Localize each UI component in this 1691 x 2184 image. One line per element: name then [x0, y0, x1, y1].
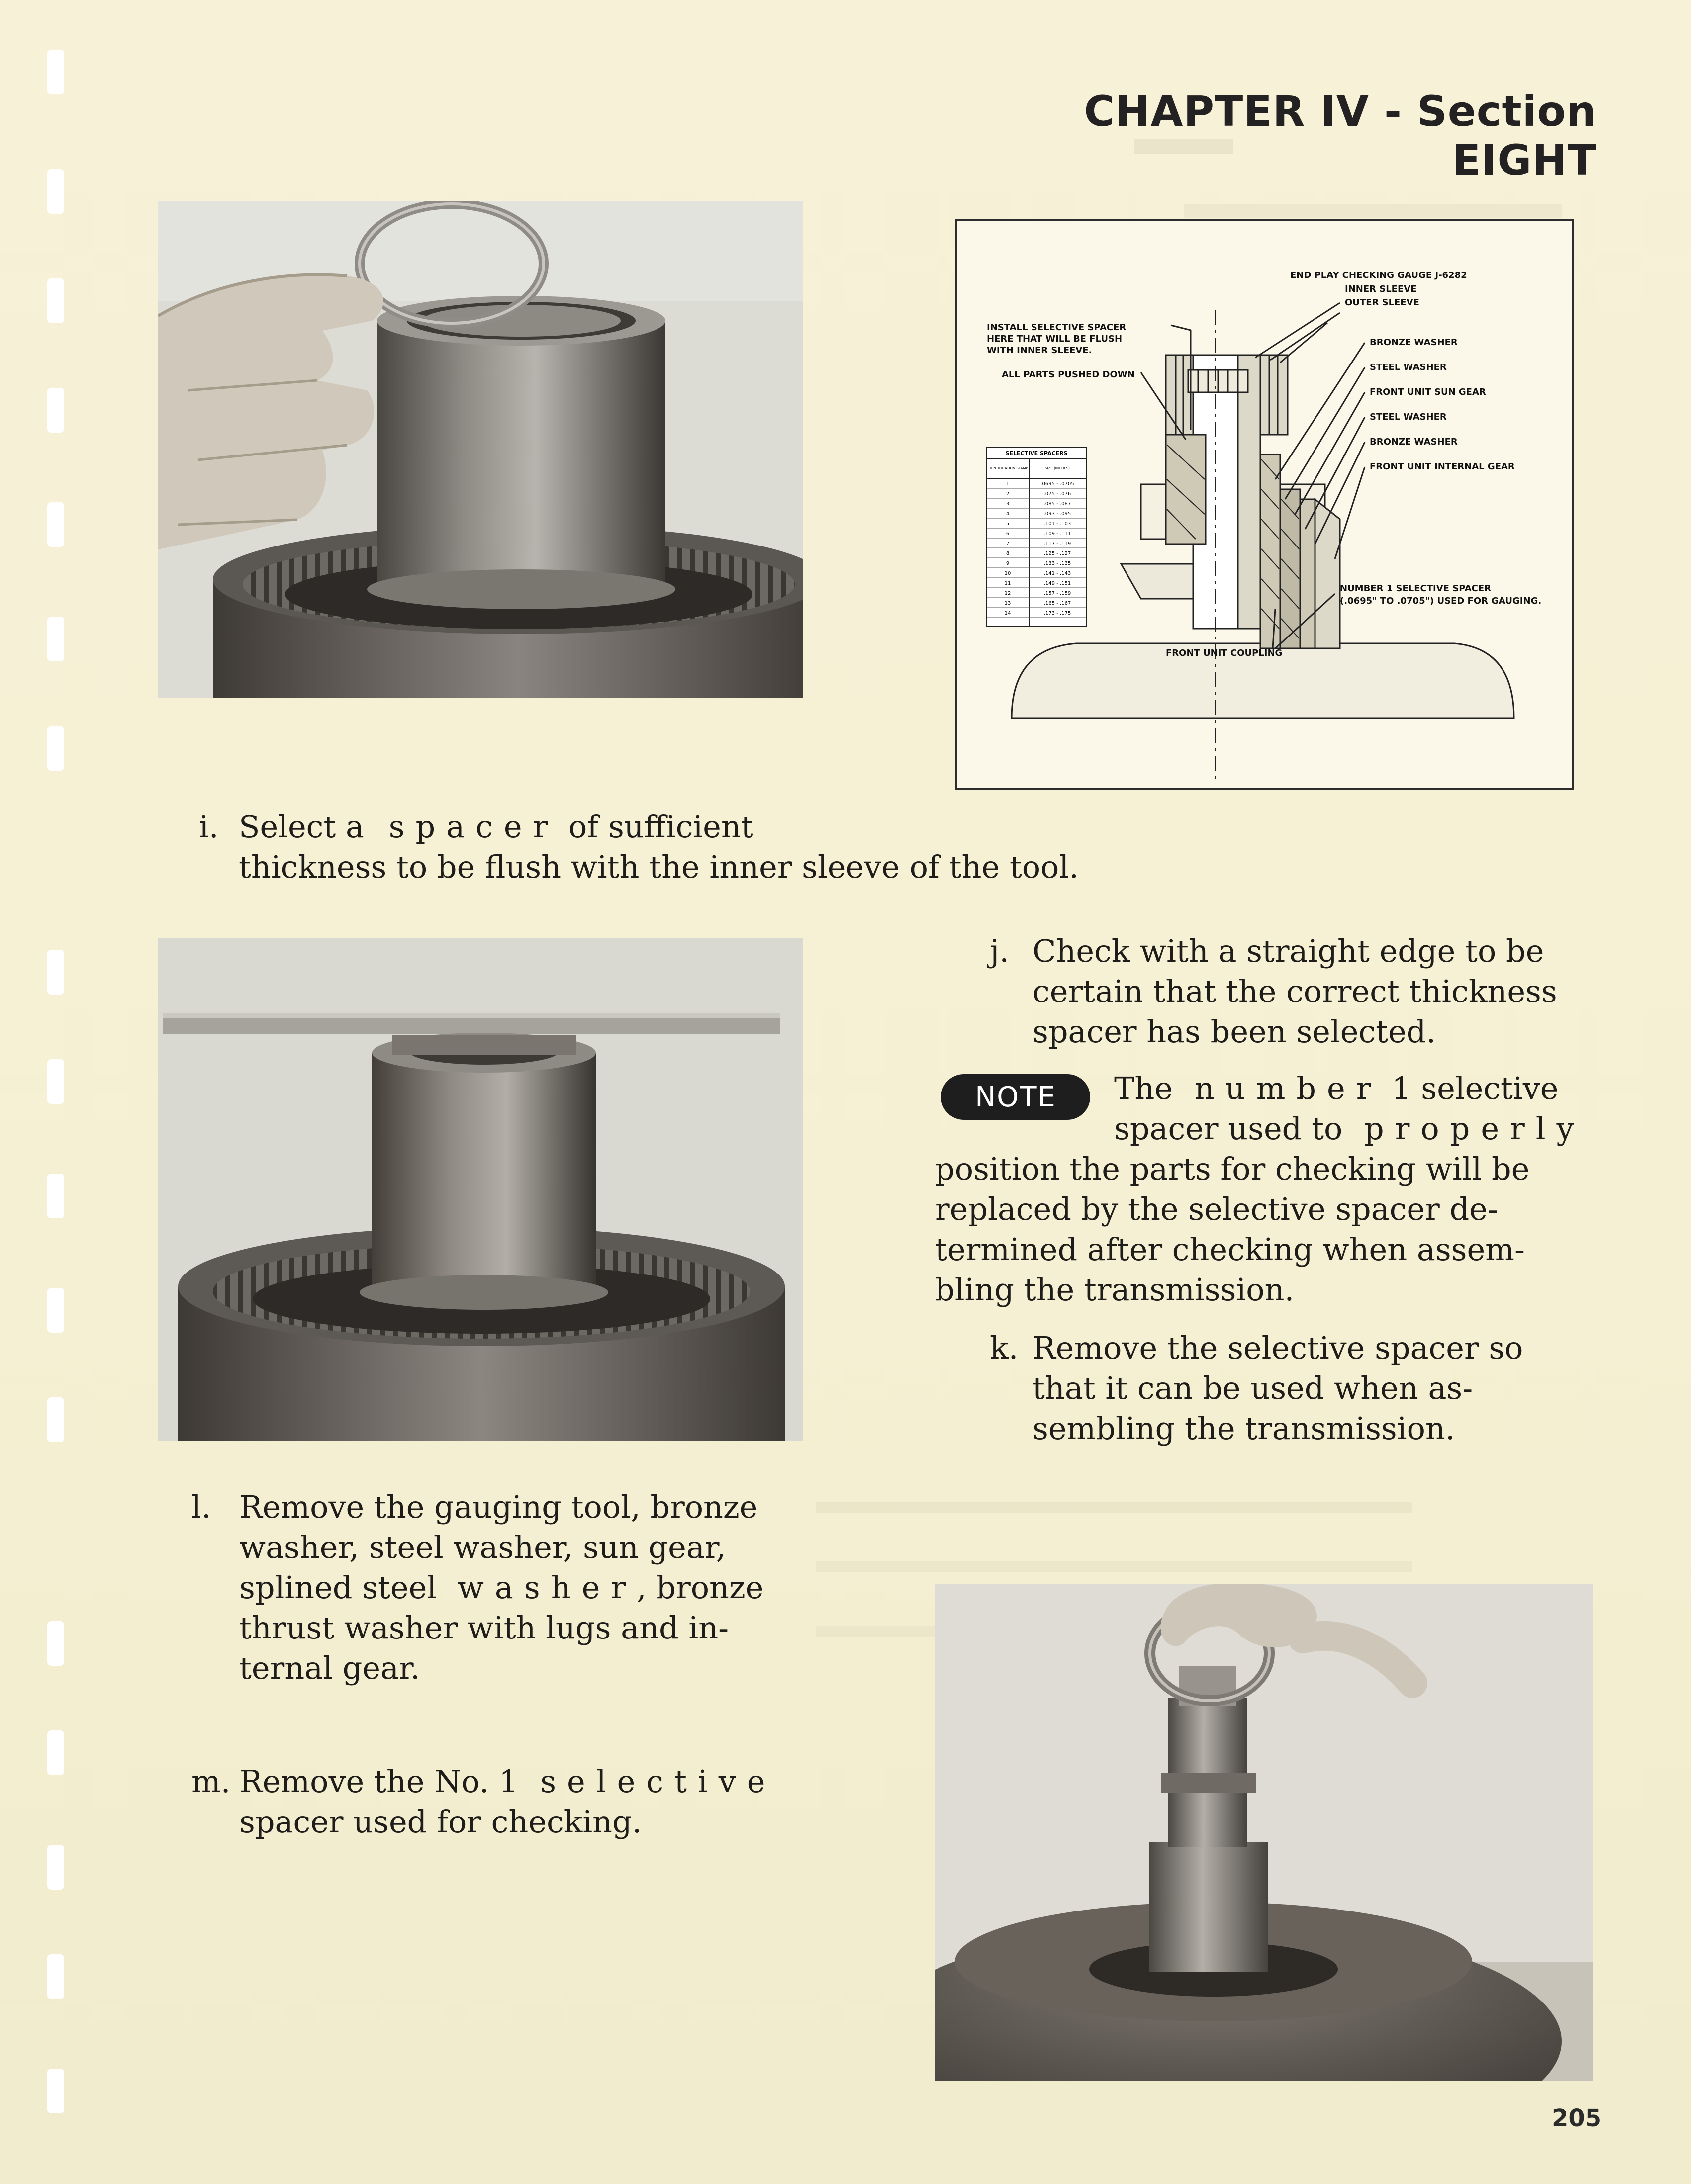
spacer-table-stamp: 12 — [1004, 591, 1011, 596]
note-text — [935, 1068, 1592, 1317]
step-l-line3 — [239, 1567, 763, 1608]
spacer-table-size: .173 - .175 — [1043, 611, 1071, 616]
punch-hole — [47, 169, 64, 214]
photo-straight-edge-image — [158, 938, 803, 1441]
spacer-table-stamp: 2 — [1006, 491, 1010, 497]
punch-hole — [47, 388, 64, 433]
spacer-table-stamp: 9 — [1006, 561, 1010, 566]
spacer-table-stamp: 4 — [1006, 511, 1010, 517]
step-l-line3-spaced: washer — [457, 1569, 637, 1606]
diagram-drawing — [957, 221, 1572, 788]
punch-hole — [47, 50, 64, 94]
note-badge: NOTE — [941, 1074, 1090, 1120]
photo-select-spacer-image — [158, 201, 803, 698]
step-j — [990, 931, 1587, 1055]
label-install-1: INSTALL SELECTIVE SPACER — [987, 322, 1127, 333]
punch-hole — [47, 1174, 64, 1218]
spacer-table-stamp: 7 — [1006, 541, 1010, 546]
note-line2 — [1114, 1108, 1585, 1149]
spacer-table-size: .165 - .167 — [1043, 601, 1071, 606]
spacer-table-col1: IDENTIFICATION STAMP — [987, 466, 1028, 470]
step-j-label: j. — [990, 933, 1009, 969]
note-line1-spaced: number — [1194, 1070, 1382, 1106]
spacer-table-size: .085 - .087 — [1043, 501, 1071, 507]
selective-spacer-table — [987, 447, 1086, 626]
step-k-line2: that it can be used when as- — [1033, 1370, 1473, 1406]
label-outer-sleeve: OUTER SLEEVE — [1345, 297, 1419, 308]
label-inner-sleeve: INNER SLEEVE — [1345, 284, 1417, 294]
photo-remove-spacer-image — [935, 1584, 1593, 2081]
spacer-table-size: .117 - .119 — [1043, 541, 1071, 546]
spacer-table-stamp: 5 — [1006, 521, 1010, 527]
spacer-table-stamp: 13 — [1004, 601, 1011, 606]
label-gauge: END PLAY CHECKING GAUGE J-6282 — [1290, 270, 1467, 280]
label-number1-1: NUMBER 1 SELECTIVE SPACER — [1340, 583, 1492, 594]
step-l-line2: washer, steel washer, sun gear, — [239, 1529, 726, 1565]
step-l-label: l. — [191, 1489, 211, 1525]
spacer-table-size: .149 - .151 — [1043, 581, 1071, 586]
step-i-line1-end: of sufficient — [568, 809, 753, 845]
step-k-line1: Remove the selective spacer so — [1033, 1330, 1523, 1366]
label-install-2: HERE THAT WILL BE FLUSH — [987, 334, 1123, 344]
spacer-table-size: .075 - .076 — [1043, 491, 1071, 497]
note-line1-b: 1 selective — [1392, 1070, 1559, 1106]
photo-select-spacer — [158, 201, 803, 698]
photo-straight-edge — [158, 938, 803, 1441]
step-k-label: k. — [990, 1330, 1019, 1366]
photo-remove-spacer — [935, 1584, 1593, 2081]
spacer-table-stamp: 11 — [1004, 581, 1011, 586]
step-i-label: i. — [199, 809, 219, 845]
note-line6: bling the transmission. — [935, 1272, 1295, 1308]
label-front-internal-gear: FRONT UNIT INTERNAL GEAR — [1370, 461, 1515, 472]
step-m-line1 — [239, 1761, 776, 1802]
spacer-table-stamp: 14 — [1004, 611, 1011, 616]
punch-hole — [47, 1845, 64, 1890]
step-m-line1-spaced: selective — [540, 1763, 776, 1800]
spacer-table-size: .0695 - .0705 — [1040, 481, 1074, 487]
spacer-table-stamp: 8 — [1006, 551, 1010, 556]
note-line2-spaced: properly — [1364, 1110, 1585, 1147]
spacer-table-size: .141 - .143 — [1043, 571, 1071, 576]
spacer-table-size: .133 - .135 — [1043, 561, 1071, 566]
spacer-gauge-diagram — [955, 219, 1574, 790]
spacer-table-stamp: 3 — [1006, 501, 1010, 507]
step-l-line5: ternal gear. — [239, 1650, 420, 1686]
spacer-table-stamp: 6 — [1006, 531, 1010, 537]
step-l-line4: thrust washer with lugs and in- — [239, 1610, 729, 1646]
note-line1-a: The — [1114, 1070, 1173, 1106]
spacer-table-col2: SIZE (INCHES) — [1045, 466, 1070, 470]
label-number1-2: (.0695" TO .0705") USED FOR GAUGING. — [1340, 596, 1542, 606]
step-l-line3-b: , bronze — [636, 1569, 764, 1606]
step-m-line2: spacer used for checking. — [239, 1804, 642, 1840]
note-line3: position the parts for checking will be — [935, 1151, 1530, 1187]
punch-hole — [47, 1059, 64, 1104]
label-bronze-washer-1: BRONZE WASHER — [1370, 337, 1458, 348]
label-bronze-washer-2: BRONZE WASHER — [1370, 437, 1458, 447]
step-m — [191, 1761, 838, 1846]
spacer-table-stamp: 1 — [1006, 481, 1010, 487]
label-steel-washer-2: STEEL WASHER — [1370, 412, 1447, 422]
label-all-parts: ALL PARTS PUSHED DOWN — [1002, 369, 1135, 380]
punch-hole — [47, 1730, 64, 1775]
chapter-title: CHAPTER IV - Section EIGHT — [1084, 87, 1597, 184]
page-number: 205 — [1552, 2104, 1602, 2132]
step-i-line2: thickness to be flush with the inner sleeve of the tool. — [239, 849, 1079, 885]
step-i-line1-a: Select a — [239, 809, 364, 845]
punch-hole — [47, 1397, 64, 1442]
step-l — [191, 1487, 838, 1696]
punch-hole — [47, 278, 64, 323]
note-line1 — [1114, 1068, 1558, 1108]
step-k-line3: sembling the transmission. — [1033, 1410, 1455, 1447]
step-i-line1 — [239, 807, 753, 847]
label-steel-washer-1: STEEL WASHER — [1370, 362, 1447, 372]
step-i — [199, 807, 1243, 896]
spacer-table-stamp: 10 — [1004, 571, 1011, 576]
step-m-label: m. — [191, 1763, 231, 1800]
step-j-line1: Check with a straight edge to be — [1033, 933, 1544, 969]
label-coupling: FRONT UNIT COUPLING — [1166, 648, 1283, 658]
spacer-table-size: .109 - .111 — [1043, 531, 1071, 537]
punch-hole — [47, 502, 64, 547]
step-j-line3: spacer has been selected. — [1033, 1013, 1436, 1050]
spacer-table-size: .157 - .159 — [1043, 591, 1071, 596]
step-m-line1-a: Remove the No. 1 — [239, 1763, 519, 1800]
punch-hole — [47, 2069, 64, 2113]
note-line2-a: spacer used to — [1114, 1110, 1343, 1147]
step-j-line2: certain that the correct thickness — [1033, 973, 1557, 1009]
punch-hole — [47, 1621, 64, 1666]
punch-hole — [47, 1954, 64, 1999]
punch-hole — [47, 1288, 64, 1333]
spacer-table-size: .093 - .095 — [1043, 511, 1071, 517]
punch-hole — [47, 950, 64, 995]
step-i-line1-spaced: spacer — [388, 809, 559, 845]
punch-hole — [47, 617, 64, 661]
label-front-sun-gear: FRONT UNIT SUN GEAR — [1370, 387, 1486, 397]
note-line5: termined after checking when assem- — [935, 1231, 1525, 1268]
step-k — [990, 1328, 1587, 1452]
step-l-line1: Remove the gauging tool, bronze — [239, 1489, 758, 1525]
spacer-table-title: SELECTIVE SPACERS — [1005, 450, 1068, 456]
step-l-line3-a: splined steel — [239, 1569, 437, 1606]
label-install-3: WITH INNER SLEEVE. — [987, 345, 1092, 356]
punch-hole — [47, 726, 64, 771]
spacer-table-size: .101 - .103 — [1043, 521, 1071, 527]
note-line4: replaced by the selective spacer de- — [935, 1191, 1498, 1227]
spacer-table-size: .125 - .127 — [1043, 551, 1071, 556]
